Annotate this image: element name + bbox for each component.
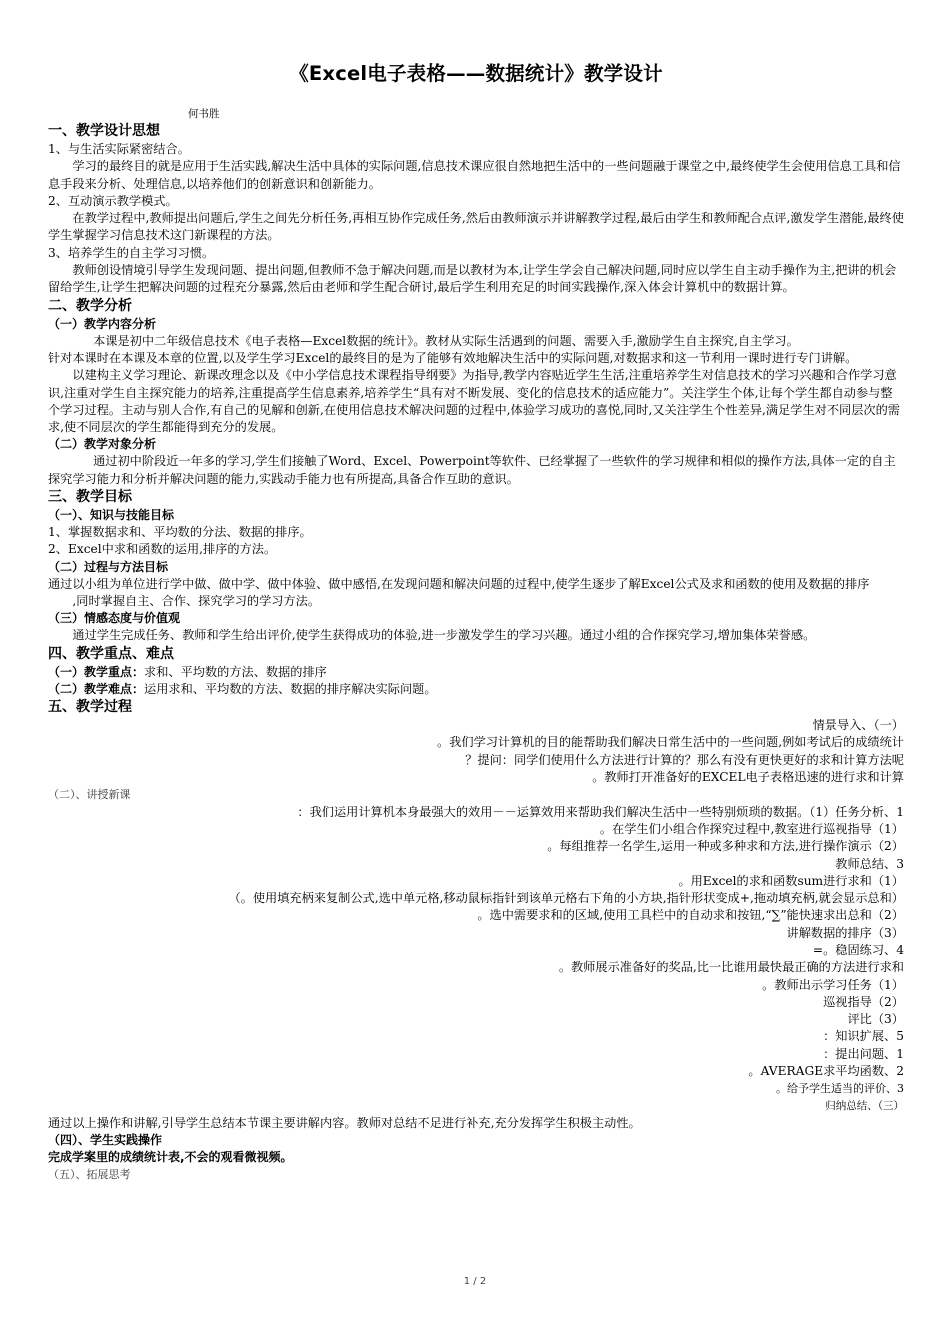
paragraph: 通过学生完成任务、教师和学生给出评价,使学生获得成功的体验,进一步激发学生的学习兴趣。通过小组的合作探究学习,增加集体荣誉感。 [72,628,816,643]
process-line: 。每组推荐一名学生,运用一种或多种求和方法,进行操作演示（2） [547,839,904,854]
paragraph: 2、Excel中求和函数的运用,排序的方法。 [48,542,277,557]
document-title: 《Excel电子表格——数据统计》教学设计 [289,62,663,85]
process-line: 讲解数据的排序（3） [786,925,904,940]
paragraph: 通过初中阶段近一年多的学习,学生们接触了Word、Excel、Powerpoint等软件、已经掌握了一些软件的学习规律和相似的操作方法,具体一定的自主探究学习能力和分析并解决问题的能力,实践动手能力也有所提高,具备合作互助的意识。 [48,454,896,486]
paragraph: 完成学案里的成绩统计表,不会的观看微视频。 [48,1150,293,1165]
process-part-heading: （四）、学生实践操作 [48,1133,163,1148]
process-line: 。AVERAGE求平均函数、2 [748,1064,904,1079]
section-heading-1: 一、教学设计思想 [48,123,160,139]
process-line: 。我们学习计算机的目的能帮助我们解决日常生活中的一些问题,例如考试后的成绩统计 [437,735,904,750]
paragraph: 通过以上操作和讲解,引导学生总结本节课主要讲解内容。教师对总结不足进行补充,充分发挥学生积极主动性。 [48,1115,641,1130]
difficulty-label: （二）教学难点： [48,681,145,696]
process-line: 。教师出示学习任务（1） [762,977,904,992]
subheading: （三）情感态度与价值观 [48,611,181,626]
subheading: （二）过程与方法目标 [48,559,169,574]
subheading: （一）教学内容分析 [48,316,157,331]
subheading: （二）教学对象分析 [48,437,157,452]
process-line: ：我们运用计算机本身最强大的效用－－运算效用来帮助我们解决生活中一些特别烦琐的数据。（1）任务分析、1 [297,804,904,819]
process-line: 归纳总结、（三） [825,1099,904,1112]
process-line: 。在学生们小组合作探究过程中,教室进行巡视指导（1） [599,821,904,836]
section-heading-2: 二、教学分析 [48,297,132,314]
process-line: 。用Excel的求和函数sum进行求和（1） [678,873,904,888]
paragraph: 通过以小组为单位进行学中做、做中学、做中体验、做中感悟,在发现问题和解决问题的过程中,使学生逐步了解Excel公式及求和函数的使用及数据的排序 [48,576,870,591]
process-line: =。稳固练习、4 [812,942,904,957]
process-line: 。选中需要求和的区域,使用工具栏中的自动求和按钮,“∑”能快速求出总和（2） [477,908,904,923]
paragraph: 以建构主义学习理论、新课改理念以及《中小学信息技术课程指导纲要》为指导,教学内容贴近学生生活,注重培养学生对信息技术的学习兴趣和合作学习意识,注重对学生自主探究能力的培养,注重提高学生信息素养,培养学生“具有对不断发展、变化的信息技术的适应能力”。关注学生个体,让每个学生都自动参与整个学习过程。主动与别人合作,有自己的见解和创新,在使用信息技术解决问题的过程中,体验学习成功的喜悦,同时,又关注学生个性差异,满足学生对不同层次的需求,使不同层次的学生都能得到充分的发展。 [48,368,900,435]
subheading: （一）、知识与技能目标 [48,508,175,523]
paragraph: 1、与生活实际紧密结合。 [48,142,190,156]
process-part-heading: （五）、拓展思考 [48,1168,131,1182]
difficulty-text: 运用求和、平均数的方法、数据的排序解决实际问题。 [144,681,437,696]
process-line: 。教师展示准备好的奖品,比一比谁用最快最正确的方法进行求和 [558,960,904,975]
paragraph: 在教学过程中,教师提出问题后,学生之间先分析任务,再相互协作完成任务,然后由教师演示并讲解教学过程,最后由学生和教师配合点评,激发学生潜能,最终使学生掌握学习信息技术这门新课程的方法。 [48,211,904,243]
paragraph: 针对本课时在本课及本章的位置,以及学生学习Excel的最终目的是为了能够有效地解决生活中的实际问题,对数据求和这一节利用一课时进行专门讲解。 [48,350,858,365]
process-line: 巡视指导（2） [823,994,904,1009]
process-line: 。教师打开准备好的EXCEL电子表格迅速的进行求和计算 [592,770,904,785]
process-line: 情景导入、（一） [812,718,904,733]
process-line: 。给予学生适当的评价、3 [776,1082,904,1096]
paragraph: 2、互动演示教学模式。 [48,193,178,208]
process-part-heading: （二）、讲授新课 [48,788,131,802]
process-line: ：提出问题、1 [823,1046,904,1061]
process-line: （。使用填充柄来复制公式,选中单元格,移动鼠标指针到该单元格右下角的小方块,指针形状变成+,拖动填充柄,就会显示总和） [228,891,904,906]
page-number: 1 / 2 [463,1276,487,1287]
paragraph: 1、掌握数据求和、平均数的分法、数据的排序。 [48,525,312,540]
paragraph: 教师创设情境引导学生发现问题、提出问题,但教师不急于解决问题,而是以教材为本,让学生学会自己解决问题,同时应以学生自主动手操作为主,把讲的机会留给学生,让学生把解决问题的过程充分暴露,然后由老师和学生配合研讨,最后学生利用充足的时间实践操作,深入体会计算机中的数据计算。 [48,263,897,295]
process-line: 评比（3） [847,1012,904,1027]
author-name: 何书胜 [188,108,220,120]
key-point-text: 求和、平均数的方法、数据的排序 [144,664,327,679]
process-line: 教师总结、3 [835,856,904,871]
section-heading-3: 三、教学目标 [48,489,132,506]
section-heading-4: 四、教学重点、难点 [48,645,174,662]
key-point-line [48,664,904,681]
paragraph: 学习的最终目的就是应用于生活实践,解决生活中具体的实际问题,信息技术课应很自然地把生活中的一些问题融于课堂之中,最终使学生会使用信息工具和信息手段来分析、处理信息,以培养他们的创新意识和创新能力。 [48,159,901,191]
document-body [48,122,904,1184]
difficulty-line [48,681,904,698]
paragraph: 本课是初中二年级信息技术《电子表格—Excel数据的统计》。教材从实际生活遇到的问题、需要入手,激励学生自主探究,自主学习。 [93,333,799,348]
process-line: ？提问：同学们使用什么方法进行计算的？那么有没有更快更好的求和计算方法呢 [465,752,904,767]
paragraph: 3、培养学生的自主学习习惯。 [48,245,215,260]
key-point-label: （一）教学重点： [48,664,145,679]
paragraph: ,同时掌握自主、合作、探究学习的学习方法。 [72,593,321,608]
process-line: ：知识扩展、5 [823,1029,904,1044]
section-heading-5: 五、教学过程 [48,699,132,716]
